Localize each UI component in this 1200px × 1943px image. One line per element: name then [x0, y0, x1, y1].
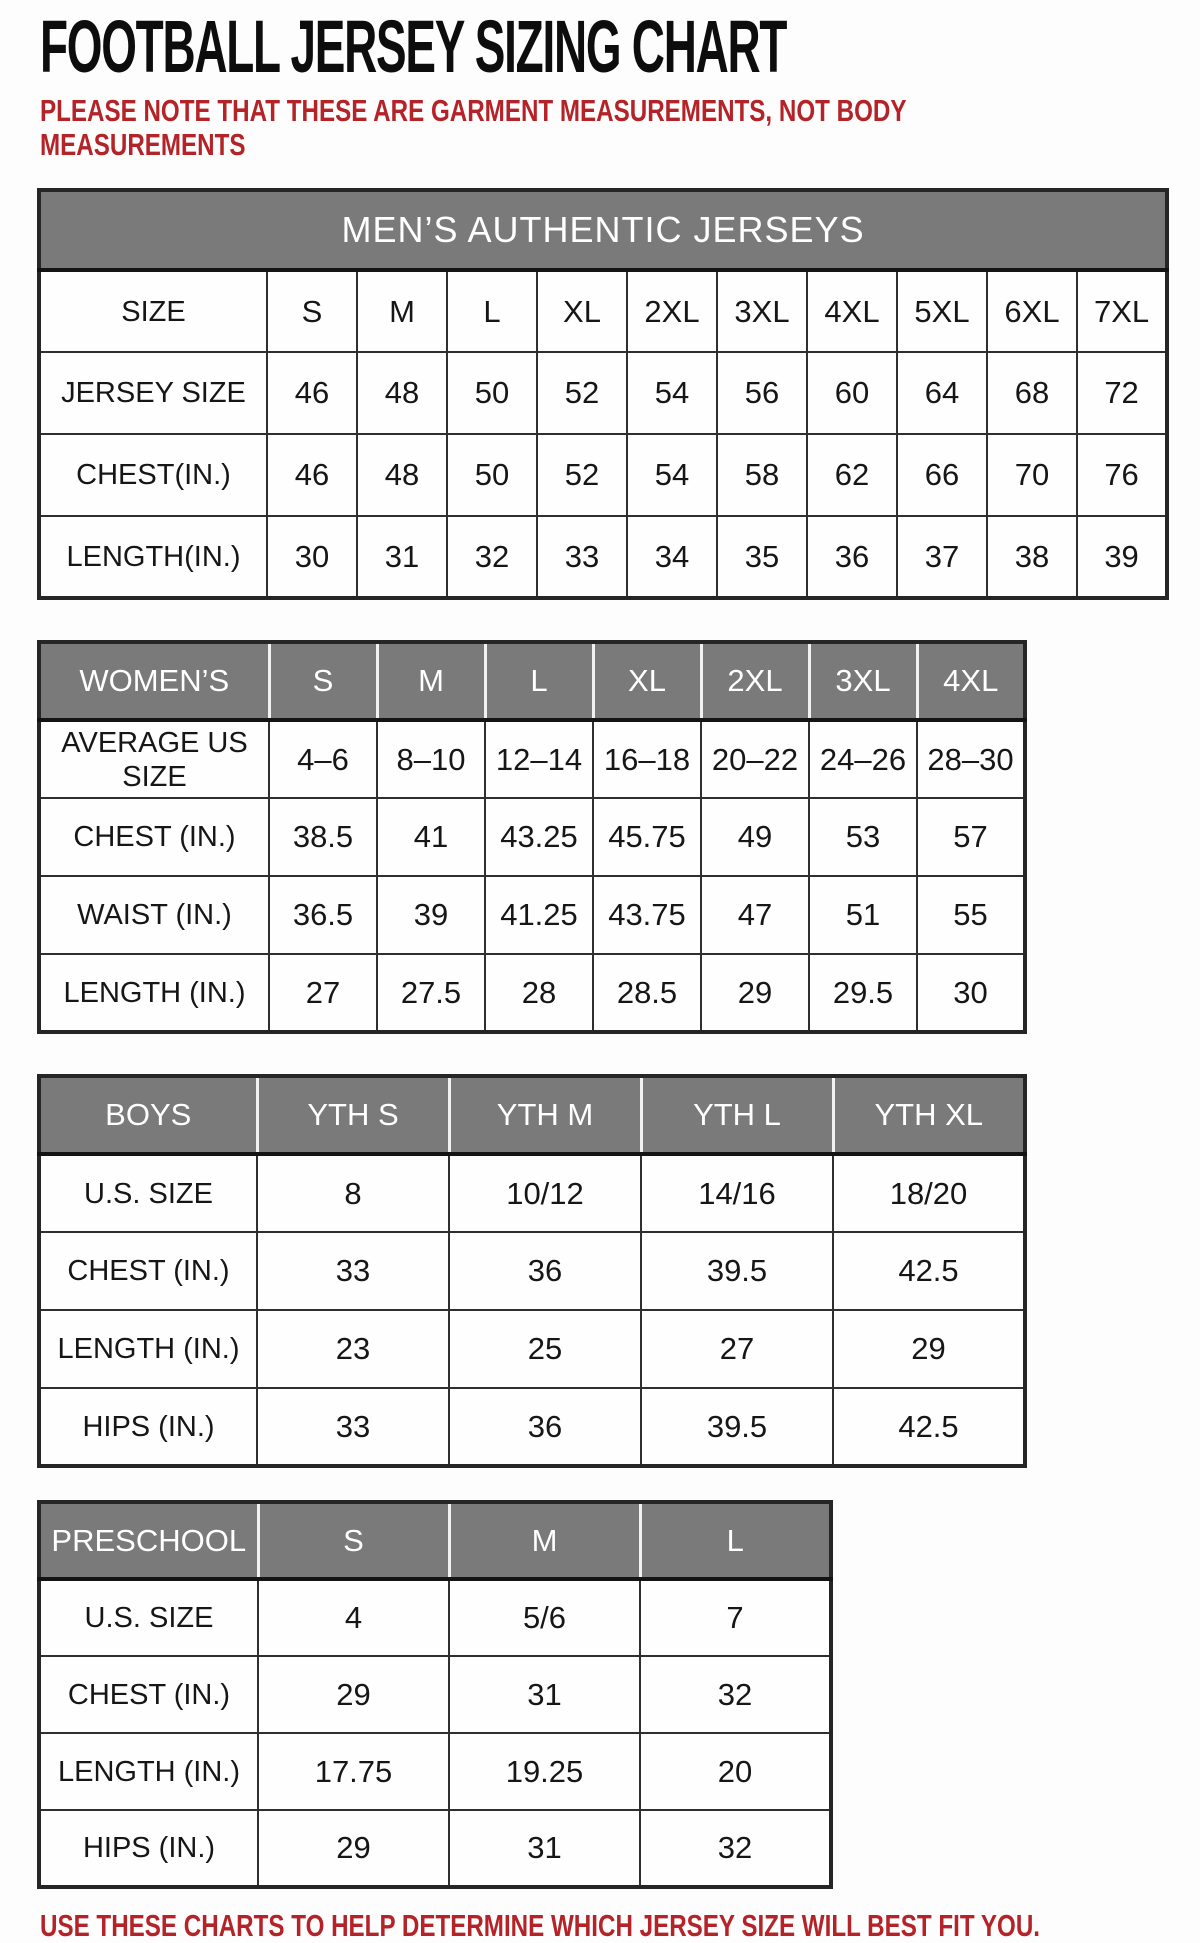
value-cell: 27.5 — [377, 954, 485, 1032]
size-header-cell: YTH L — [641, 1076, 833, 1154]
value-cell: 30 — [917, 954, 1025, 1032]
row-label-cell: LENGTH (IN.) — [39, 954, 269, 1032]
womens-jerseys-table — [37, 640, 1027, 1034]
value-cell: 20 — [640, 1733, 831, 1810]
value-cell: 20–22 — [701, 720, 809, 798]
value-cell: 33 — [537, 516, 627, 598]
value-cell: 32 — [640, 1810, 831, 1887]
group-header-cell: BOYS — [39, 1076, 257, 1154]
value-cell: 6XL — [987, 270, 1077, 352]
value-cell: S — [267, 270, 357, 352]
row-label-cell: CHEST(IN.) — [39, 434, 267, 516]
value-cell: 54 — [627, 352, 717, 434]
size-header-cell: S — [258, 1502, 449, 1579]
value-cell: 12–14 — [485, 720, 593, 798]
value-cell: 5XL — [897, 270, 987, 352]
value-cell: 30 — [267, 516, 357, 598]
size-header-cell: 2XL — [701, 642, 809, 720]
value-cell: 51 — [809, 876, 917, 954]
value-cell: 39.5 — [641, 1388, 833, 1466]
value-cell: 4XL — [807, 270, 897, 352]
table-row — [39, 1154, 1025, 1232]
value-cell: 36 — [449, 1388, 641, 1466]
value-cell: 43.25 — [485, 798, 593, 876]
value-cell: 29 — [258, 1656, 449, 1733]
value-cell: 5/6 — [449, 1579, 640, 1656]
value-cell: 42.5 — [833, 1388, 1025, 1466]
value-cell: 8 — [257, 1154, 449, 1232]
row-label-cell: CHEST (IN.) — [39, 798, 269, 876]
value-cell: 62 — [807, 434, 897, 516]
value-cell: 56 — [717, 352, 807, 434]
value-cell: 31 — [449, 1656, 640, 1733]
value-cell: 45.75 — [593, 798, 701, 876]
row-label-cell: HIPS (IN.) — [39, 1388, 257, 1466]
value-cell: 46 — [267, 352, 357, 434]
value-cell: 17.75 — [258, 1733, 449, 1810]
table-header-row — [39, 1076, 1025, 1154]
value-cell: 31 — [449, 1810, 640, 1887]
value-cell: 70 — [987, 434, 1077, 516]
value-cell: 48 — [357, 434, 447, 516]
value-cell: 38 — [987, 516, 1077, 598]
table-banner-row — [39, 190, 1167, 270]
value-cell: 19.25 — [449, 1733, 640, 1810]
page-title: FOOTBALL JERSEY SIZING CHART — [40, 5, 787, 88]
value-cell: 41 — [377, 798, 485, 876]
table-row — [39, 876, 1025, 954]
table-row — [39, 270, 1167, 352]
size-header-cell: L — [640, 1502, 831, 1579]
table-row — [39, 1656, 831, 1733]
group-header-cell: WOMEN’S — [39, 642, 269, 720]
table-row — [39, 434, 1167, 516]
table-row — [39, 1310, 1025, 1388]
row-label-cell: SIZE — [39, 270, 267, 352]
table-row — [39, 352, 1167, 434]
row-label-cell: WAIST (IN.) — [39, 876, 269, 954]
value-cell: 39 — [377, 876, 485, 954]
value-cell: 34 — [627, 516, 717, 598]
value-cell: 47 — [701, 876, 809, 954]
table-row — [39, 720, 1025, 798]
value-cell: 2XL — [627, 270, 717, 352]
row-label-cell: U.S. SIZE — [39, 1154, 257, 1232]
size-header-cell: L — [485, 642, 593, 720]
value-cell: 27 — [641, 1310, 833, 1388]
value-cell: 53 — [809, 798, 917, 876]
value-cell: 64 — [897, 352, 987, 434]
table-row — [39, 516, 1167, 598]
value-cell: 33 — [257, 1232, 449, 1310]
row-label-cell: AVERAGE US SIZE — [39, 720, 269, 798]
footer-note: USE THESE CHARTS TO HELP DETERMINE WHICH JERSEY SIZE WILL BEST FIT YOU. — [40, 1908, 1041, 1943]
value-cell: 50 — [447, 434, 537, 516]
table-row — [39, 798, 1025, 876]
row-label-cell: LENGTH (IN.) — [39, 1733, 258, 1810]
value-cell: 37 — [897, 516, 987, 598]
value-cell: 39.5 — [641, 1232, 833, 1310]
value-cell: 32 — [640, 1656, 831, 1733]
value-cell: 14/16 — [641, 1154, 833, 1232]
value-cell: 39 — [1077, 516, 1167, 598]
value-cell: L — [447, 270, 537, 352]
size-header-cell: YTH XL — [833, 1076, 1025, 1154]
value-cell: 58 — [717, 434, 807, 516]
value-cell: 31 — [357, 516, 447, 598]
value-cell: 46 — [267, 434, 357, 516]
group-header-cell: PRESCHOOL — [39, 1502, 258, 1579]
value-cell: 57 — [917, 798, 1025, 876]
value-cell: M — [357, 270, 447, 352]
value-cell: 32 — [447, 516, 537, 598]
row-label-cell: LENGTH(IN.) — [39, 516, 267, 598]
value-cell: 8–10 — [377, 720, 485, 798]
value-cell: 25 — [449, 1310, 641, 1388]
value-cell: 49 — [701, 798, 809, 876]
size-header-cell: YTH S — [257, 1076, 449, 1154]
value-cell: 28.5 — [593, 954, 701, 1032]
value-cell: 48 — [357, 352, 447, 434]
value-cell: 29 — [701, 954, 809, 1032]
row-label-cell: LENGTH (IN.) — [39, 1310, 257, 1388]
value-cell: 60 — [807, 352, 897, 434]
value-cell: 18/20 — [833, 1154, 1025, 1232]
value-cell: 52 — [537, 434, 627, 516]
value-cell: 28 — [485, 954, 593, 1032]
value-cell: 24–26 — [809, 720, 917, 798]
size-header-cell: 3XL — [809, 642, 917, 720]
note-line-1: PLEASE NOTE THAT THESE ARE GARMENT MEASUREMENTS, NOT BODY — [40, 93, 907, 128]
value-cell: 52 — [537, 352, 627, 434]
size-header-cell: XL — [593, 642, 701, 720]
size-header-cell: M — [377, 642, 485, 720]
value-cell: 29 — [833, 1310, 1025, 1388]
table-banner: MEN’S AUTHENTIC JERSEYS — [39, 190, 1167, 270]
size-header-cell: YTH M — [449, 1076, 641, 1154]
value-cell: 55 — [917, 876, 1025, 954]
row-label-cell: HIPS (IN.) — [39, 1810, 258, 1887]
table-row — [39, 1579, 831, 1656]
value-cell: 4–6 — [269, 720, 377, 798]
value-cell: 33 — [257, 1388, 449, 1466]
table-header-row — [39, 1502, 831, 1579]
value-cell: 35 — [717, 516, 807, 598]
value-cell: 42.5 — [833, 1232, 1025, 1310]
value-cell: 23 — [257, 1310, 449, 1388]
row-label-cell: JERSEY SIZE — [39, 352, 267, 434]
value-cell: 28–30 — [917, 720, 1025, 798]
value-cell: 38.5 — [269, 798, 377, 876]
preschool-jerseys-table — [37, 1500, 833, 1889]
value-cell: 10/12 — [449, 1154, 641, 1232]
table-header-row — [39, 642, 1025, 720]
value-cell: 29.5 — [809, 954, 917, 1032]
value-cell: 36 — [449, 1232, 641, 1310]
table-row — [39, 954, 1025, 1032]
value-cell: 43.75 — [593, 876, 701, 954]
note-line-2: MEASUREMENTS — [40, 127, 246, 162]
value-cell: 3XL — [717, 270, 807, 352]
value-cell: 27 — [269, 954, 377, 1032]
row-label-cell: CHEST (IN.) — [39, 1232, 257, 1310]
value-cell: 7XL — [1077, 270, 1167, 352]
table-row — [39, 1810, 831, 1887]
value-cell: 54 — [627, 434, 717, 516]
value-cell: XL — [537, 270, 627, 352]
size-header-cell: S — [269, 642, 377, 720]
table-row — [39, 1733, 831, 1810]
mens-authentic-jerseys-table — [37, 188, 1169, 600]
size-header-cell: 4XL — [917, 642, 1025, 720]
value-cell: 16–18 — [593, 720, 701, 798]
value-cell: 4 — [258, 1579, 449, 1656]
garment-measurements-note — [40, 94, 945, 162]
table-row — [39, 1232, 1025, 1310]
value-cell: 7 — [640, 1579, 831, 1656]
value-cell: 72 — [1077, 352, 1167, 434]
row-label-cell: CHEST (IN.) — [39, 1656, 258, 1733]
value-cell: 36.5 — [269, 876, 377, 954]
value-cell: 50 — [447, 352, 537, 434]
row-label-cell: U.S. SIZE — [39, 1579, 258, 1656]
value-cell: 41.25 — [485, 876, 593, 954]
boys-jerseys-table — [37, 1074, 1027, 1468]
size-header-cell: M — [449, 1502, 640, 1579]
value-cell: 66 — [897, 434, 987, 516]
value-cell: 36 — [807, 516, 897, 598]
value-cell: 29 — [258, 1810, 449, 1887]
value-cell: 76 — [1077, 434, 1167, 516]
value-cell: 68 — [987, 352, 1077, 434]
table-row — [39, 1388, 1025, 1466]
